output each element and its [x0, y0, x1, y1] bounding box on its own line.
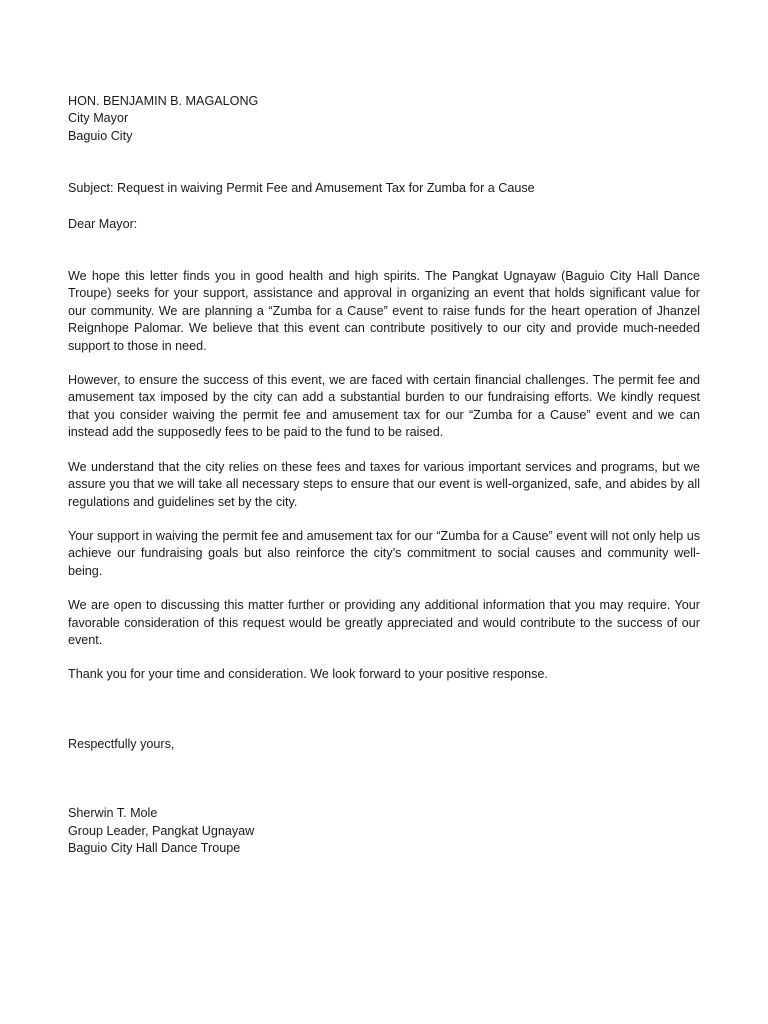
- signatory-name: Sherwin T. Mole: [68, 806, 158, 821]
- addressee-block: [68, 93, 700, 145]
- addressee-name: HON. BENJAMIN B. MAGALONG: [68, 94, 259, 108]
- body-paragraph-2: However, to ensure the success of this event, we are faced with certain financial challenges. The permit fee and amusement tax imposed by the city can add a substantial burden to our fundraising efforts. We kindly request that you consider waiving the permit fee and amusement tax for our “Zumba for a Cause” event and we can instead add the supposedly fees to be paid to the fund to be raised.: [68, 373, 700, 440]
- body-paragraph-5: We are open to discussing this matter further or providing any additional information that you may require. Your favorable consideration of this request would be greatly appreciated and would contribute to the success of our event.: [68, 598, 700, 647]
- letter-page: [68, 93, 700, 857]
- signatory-position: Group Leader, Pangkat Ugnayaw: [68, 823, 255, 838]
- signatory-organization: Baguio City Hall Dance Troupe: [68, 840, 241, 855]
- body-paragraph-4: Your support in waiving the permit fee and amusement tax for our “Zumba for a Cause” event will not only help us achieve our fundraising goals but also reinforce the city’s commitment to social causes and community well-being.: [68, 528, 700, 578]
- salutation: Dear Mayor:: [68, 216, 138, 231]
- body-paragraph-6: Thank you for your time and consideration. We look forward to your positive response.: [68, 667, 548, 682]
- body-paragraph-1: We hope this letter finds you in good health and high spirits. The Pangkat Ugnayaw (Baguio City Hall Dance Troupe) seeks for your support, assistance and approval in organizing an event that holds significant value for our community. We are planning a “Zumba for a Cause” event to raise funds for the heart operation of Jhanzel Reignhope Palomar. We believe that this event can contribute positively to our city and provide much-needed support to those in need.: [68, 269, 700, 353]
- subject-line: Subject: Request in waiving Permit Fee and Amusement Tax for Zumba for a Cause: [68, 181, 535, 196]
- closing: Respectfully yours,: [68, 736, 175, 751]
- body-paragraph-3: We understand that the city relies on these fees and taxes for various important services and programs, but we assure you that we will take all necessary steps to ensure that our event is well-organized, safe, and abides by all regulations and guidelines set by the city.: [68, 459, 700, 509]
- addressee-location: Baguio City: [68, 128, 133, 143]
- signatory-block: [68, 805, 700, 857]
- addressee-title: City Mayor: [68, 111, 129, 126]
